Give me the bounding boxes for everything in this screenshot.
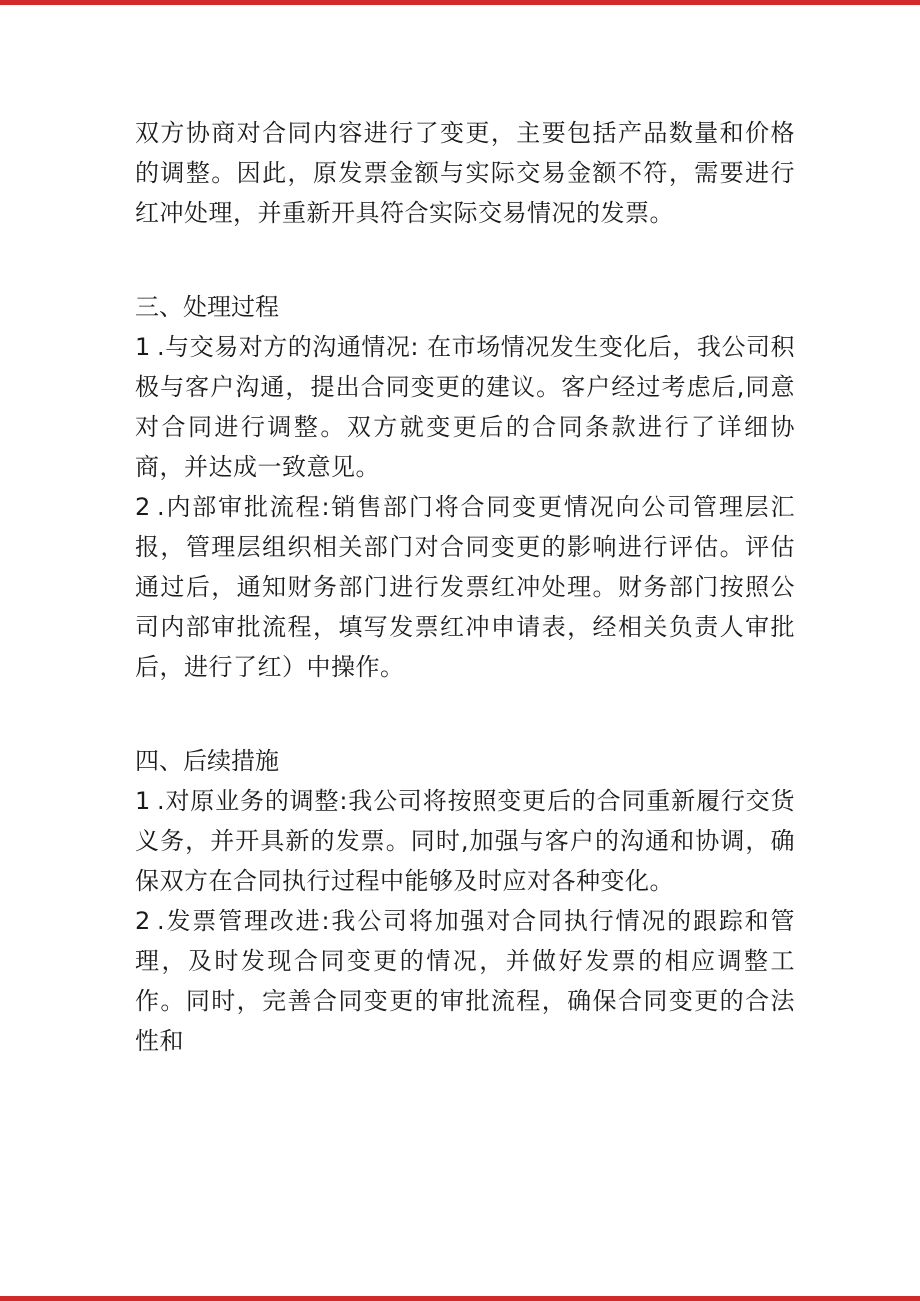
section-4-item-2 bbox=[135, 901, 795, 1061]
top-red-border bbox=[0, 0, 920, 5]
item-number: 2 bbox=[135, 493, 151, 521]
section-spacer bbox=[135, 687, 795, 741]
item-text: .与交易对方的沟通情况: 在市场情况发生变化后，我公司积极与客户沟通，提出合同变更的建议。客户经过考虑后,同意对合同进行调整。双方就变更后的合同条款进行了详细协商，并达成一致意见。 bbox=[135, 333, 795, 481]
item-text: .对原业务的调整:我公司将按照变更后的合同重新履行交货义务，并开具新的发票。同时,加强与客户的沟通和协调，确保双方在合同执行过程中能够及时应对各种变化。 bbox=[135, 787, 795, 895]
item-number: 1 bbox=[135, 787, 151, 815]
item-text: .内部审批流程:销售部门将合同变更情况向公司管理层汇报，管理层组织相关部门对合同变更的影响进行评估。评估通过后，通知财务部门进行发票红冲处理。财务部门按照公司内部审批流程，填写发票红冲申请表，经相关负责人审批后，进行了红）中操作。 bbox=[135, 493, 795, 681]
section-3-item-1 bbox=[135, 327, 795, 487]
section-spacer bbox=[135, 233, 795, 287]
item-text: .发票管理改进:我公司将加强对合同执行情况的跟踪和管理，及时发现合同变更的情况，并做好发票的相应调整工作。同时，完善合同变更的审批流程，确保合同变更的合法性和 bbox=[135, 907, 795, 1055]
intro-paragraph: 双方协商对合同内容进行了变更，主要包括产品数量和价格的调整。因此，原发票金额与实际交易金额不符，需要进行红冲处理，并重新开具符合实际交易情况的发票。 bbox=[135, 119, 795, 227]
section-3-item-2 bbox=[135, 487, 795, 687]
section-3-heading: 三、处理过程 bbox=[135, 293, 279, 321]
document-body bbox=[135, 113, 795, 1061]
item-number: 1 bbox=[135, 333, 151, 361]
item-number: 2 bbox=[135, 907, 151, 935]
bottom-red-border bbox=[0, 1296, 920, 1301]
section-4-heading: 四、后续措施 bbox=[135, 747, 279, 775]
section-4-item-1 bbox=[135, 781, 795, 901]
